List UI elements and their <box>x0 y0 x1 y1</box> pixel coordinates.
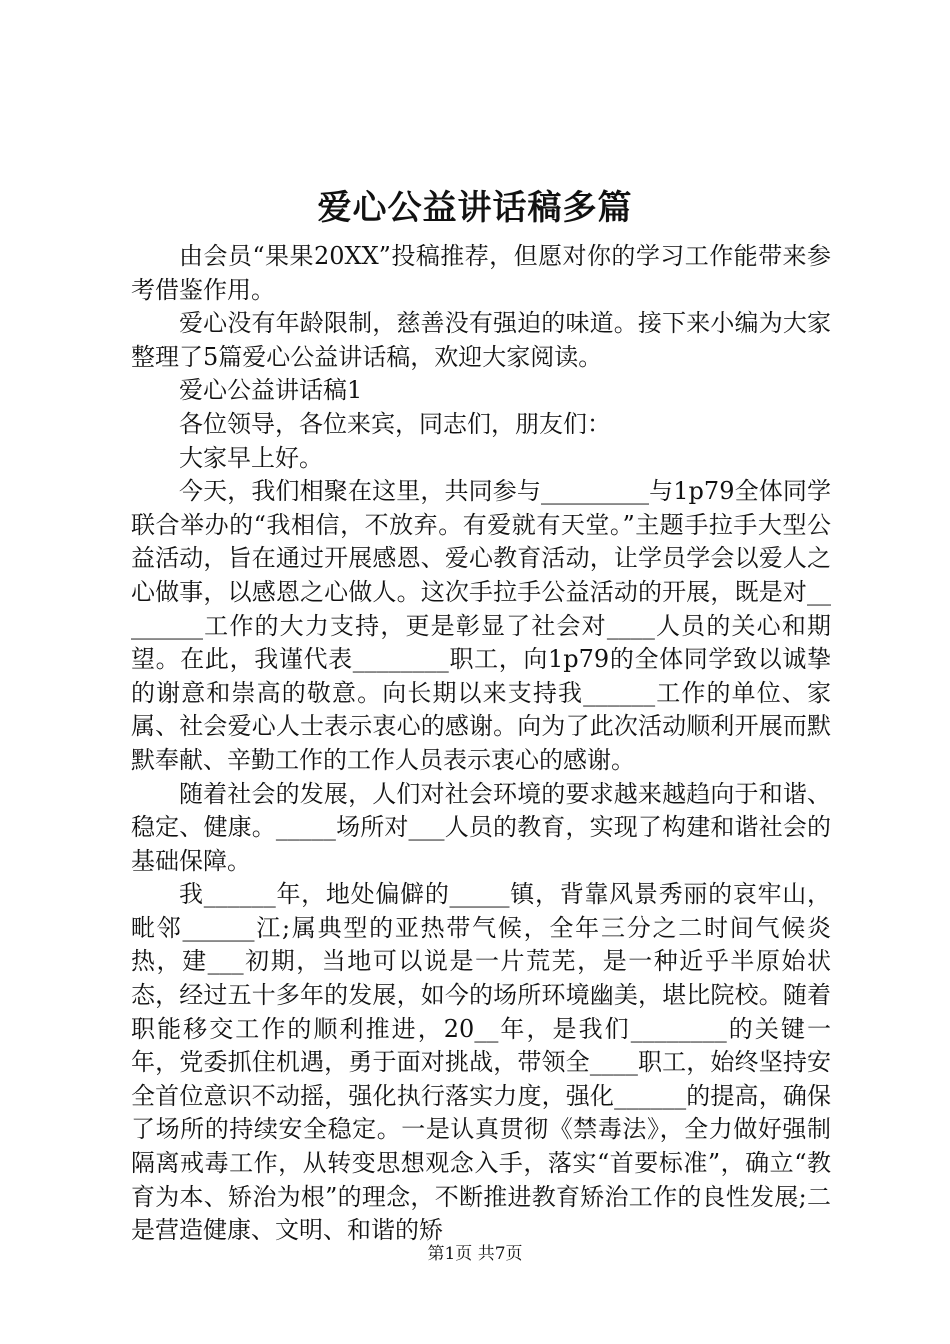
paragraph-body: 今天，我们相聚在这里，共同参与_________与1p79全体同学联合举办的“我相信，不放弃。有爱就有天堂。”主题手拉手大型公益活动，旨在通过开展感恩、爱心教育活动，让学员学会以爱人之心做事，以感恩之心做人。这次手拉手公益活动的开展，既是对________工作的大力支持，更是彰显了社会对____人员的关心和期望。在此，我谨代表________职工，向1p79的全体同学致以诚挚的谢意和崇高的敬意。向长期以来支持我______工作的单位、家属、社会爱心人士表示衷心的感谢。向为了此次活动顺利开展而默默奉献、辛勤工作的工作人员表示衷心的感谢。 <box>131 477 831 774</box>
paragraph-summary: 爱心没有年龄限制，慈善没有强迫的味道。接下来小编为大家整理了5篇爱心公益讲话稿，欢迎大家阅读。 <box>131 309 831 371</box>
paragraph-salutation: 各位领导，各位来宾，同志们，朋友们： <box>179 409 611 438</box>
document-title: 爱心公益讲话稿多篇 <box>317 188 633 228</box>
page-number: 第1页 共7页 <box>427 1244 523 1264</box>
paragraph-intro: 由会员“果果20XX”投稿推荐，但愿对你的学习工作能带来参考借鉴作用。 <box>131 242 831 304</box>
document-body <box>131 240 831 1248</box>
paragraph-body: 我______年，地处偏僻的_____镇，背靠风景秀丽的哀牢山，毗邻______江;属典型的亚热带气候，全年三分之二时间气候炎热，建___初期，当地可以说是一片荒芜，是一种近乎半原始状态，经过五十多年的发展，如今的场所环境幽美，堪比院校。随着职能移交工作的顺利推进，20__年，是我们________的关键一年，党委抓住机遇，勇于面对挑战，带领全____职工，始终坚持安全首位意识不动摇，强化执行落实力度，强化______的提高，确保了场所的持续安全稳定。一是认真贯彻《禁毒法》，全力做好强制隔离戒毒工作，从转变思想观念入手，落实“首要标准”，确立“教育为本、矫治为根”的理念，不断推进教育矫治工作的良性发展;二是营造健康、文明、和谐的矫 <box>131 880 831 1245</box>
paragraph-body: 随着社会的发展，人们对社会环境的要求越来越趋向于和谐、稳定、健康。_____场所对___人员的教育，实现了构建和谐社会的基础保障。 <box>131 779 831 875</box>
section-heading: 爱心公益讲话稿1 <box>179 376 363 405</box>
paragraph-greeting: 大家早上好。 <box>179 443 323 472</box>
